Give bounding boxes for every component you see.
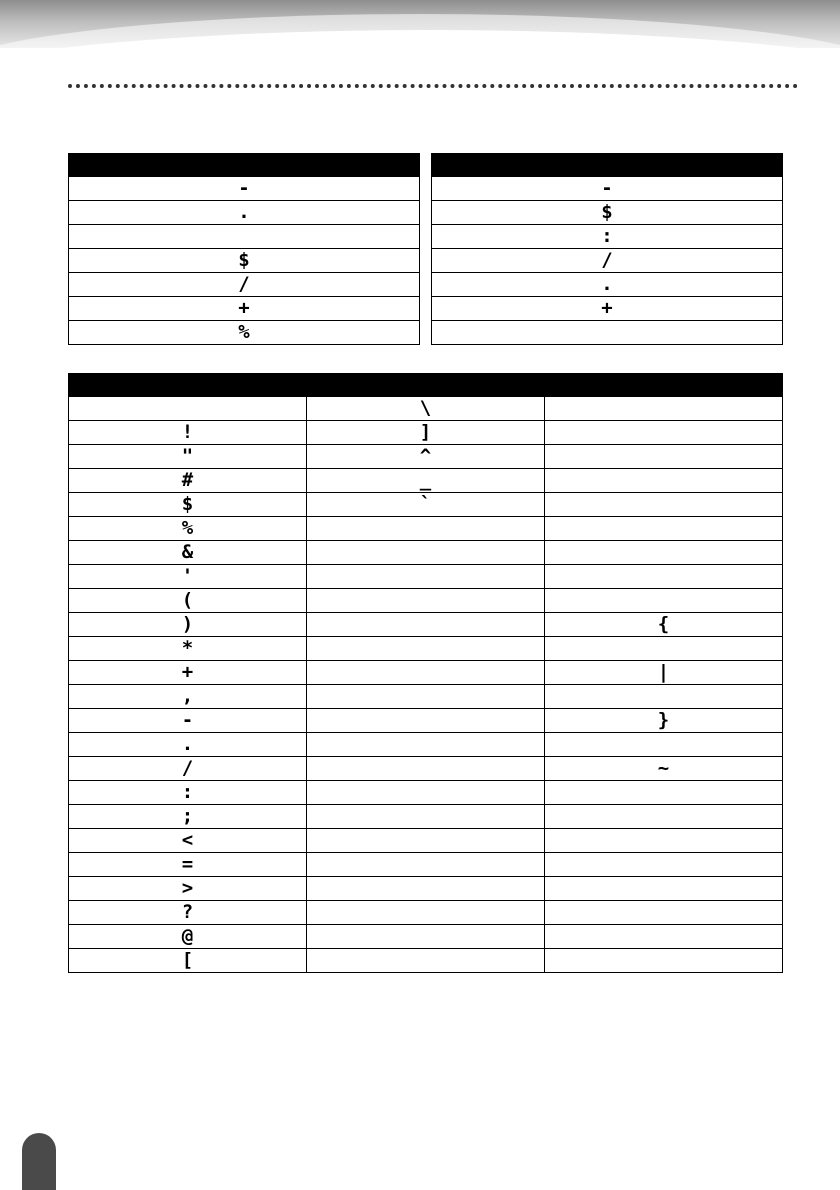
symbol-cell: : [432,225,783,249]
symbol-cell [307,781,545,805]
symbol-cell: + [69,297,420,321]
table-row [432,321,783,345]
symbol-cell [545,517,783,541]
table-row [69,685,783,709]
symbol-cell [307,541,545,565]
table-header [432,154,783,177]
symbol-cell: ? [69,901,307,925]
symbol-cell [545,541,783,565]
symbol-cell [307,877,545,901]
symbol-cell: > [69,877,307,901]
symbol-cell: < [69,829,307,853]
symbol-cell [545,685,783,709]
symbol-cell: % [69,321,420,345]
table-row [69,733,783,757]
table-row [69,877,783,901]
table-row [69,225,420,249]
symbol-cell: # [69,469,307,493]
symbol-cell [307,925,545,949]
symbol-cell: , [69,685,307,709]
table-row [432,297,783,321]
symbol-cell [545,829,783,853]
symbol-table-right [431,153,783,345]
table-header [69,154,420,177]
symbol-cell: $ [69,493,307,517]
symbol-cell: ^ [307,445,545,469]
symbol-cell: ~ [545,757,783,781]
page-tab [22,1133,56,1190]
symbol-cell: * [69,637,307,661]
symbol-cell [307,901,545,925]
symbol-cell: % [69,517,307,541]
symbol-cell: ! [69,421,307,445]
symbol-cell: { [545,613,783,637]
table-row [69,445,783,469]
symbol-cell: / [69,273,420,297]
symbol-cell [432,321,783,345]
symbol-cell [307,757,545,781]
table-row [432,249,783,273]
symbol-cell: . [432,273,783,297]
symbol-cell [307,589,545,613]
symbol-cell [307,661,545,685]
table-row [69,637,783,661]
symbol-cell [69,397,307,421]
table-row [69,613,783,637]
symbol-cell: @ [69,925,307,949]
symbol-cell: / [432,249,783,273]
symbol-cell: [ [69,949,307,973]
symbol-cell [307,565,545,589]
symbol-cell [545,445,783,469]
symbol-cell [545,421,783,445]
symbol-cell: $ [432,201,783,225]
table-header-col-2 [307,374,545,397]
table-row [69,249,420,273]
symbol-cell: " [69,445,307,469]
table-row [69,565,783,589]
symbol-cell [545,901,783,925]
symbol-cell: ) [69,613,307,637]
symbol-table-left [68,153,420,345]
table-row [69,949,783,973]
table-row [69,805,783,829]
table-row [69,201,420,225]
symbol-cell: | [545,661,783,685]
symbol-cell [545,469,783,493]
symbol-cell [545,493,783,517]
table-header-col-3 [545,374,783,397]
symbol-cell [545,589,783,613]
table-row [69,421,783,445]
symbol-cell [545,853,783,877]
symbol-cell: & [69,541,307,565]
symbol-cell [307,733,545,757]
symbol-cell: _ [307,469,545,493]
symbol-cell [307,949,545,973]
symbol-cell [307,613,545,637]
symbol-cell [545,949,783,973]
symbol-cell: ] [307,421,545,445]
symbol-cell [69,225,420,249]
symbol-cell [307,829,545,853]
table-row [69,589,783,613]
table-row [432,177,783,201]
symbol-cell [307,517,545,541]
symbol-cell [307,805,545,829]
table-row [69,297,420,321]
table-row [69,709,783,733]
table-row [69,781,783,805]
symbol-cell: + [432,297,783,321]
symbol-cell: ; [69,805,307,829]
symbol-cell: \ [307,397,545,421]
symbol-cell [307,637,545,661]
symbol-cell: ' [69,565,307,589]
symbol-cell: ` [307,493,545,517]
symbol-cell: } [545,709,783,733]
symbol-cell: = [69,853,307,877]
table-row [69,493,783,517]
symbol-cell [545,565,783,589]
symbol-cell [307,685,545,709]
symbol-cell: - [69,709,307,733]
symbol-cell [545,877,783,901]
symbol-cell [545,781,783,805]
table-row [69,541,783,565]
symbol-cell [545,637,783,661]
symbol-cell: . [69,201,420,225]
symbol-cell: + [69,661,307,685]
symbol-table-main [68,373,783,973]
table-row [69,273,420,297]
table-row [432,201,783,225]
table-row [69,517,783,541]
symbol-cell [545,925,783,949]
symbol-cell: . [69,733,307,757]
symbol-cell [307,709,545,733]
symbol-cell: - [69,177,420,201]
symbol-cell [307,853,545,877]
symbol-cell [545,397,783,421]
symbol-cell: : [69,781,307,805]
symbol-cell: ( [69,589,307,613]
header-banner [0,0,840,48]
symbol-cell: $ [69,249,420,273]
dotted-divider [68,84,798,88]
table-row [69,397,783,421]
symbol-cell: - [432,177,783,201]
table-row [69,321,420,345]
table-row [69,757,783,781]
table-row [432,225,783,249]
table-row [69,661,783,685]
table-row [69,829,783,853]
table-row [69,177,420,201]
table-row [69,901,783,925]
table-row [432,273,783,297]
table-row [69,853,783,877]
table-header-col-1 [69,374,307,397]
table-row [69,925,783,949]
symbol-cell [545,805,783,829]
table-row [69,469,783,493]
symbol-cell: / [69,757,307,781]
symbol-cell [545,733,783,757]
